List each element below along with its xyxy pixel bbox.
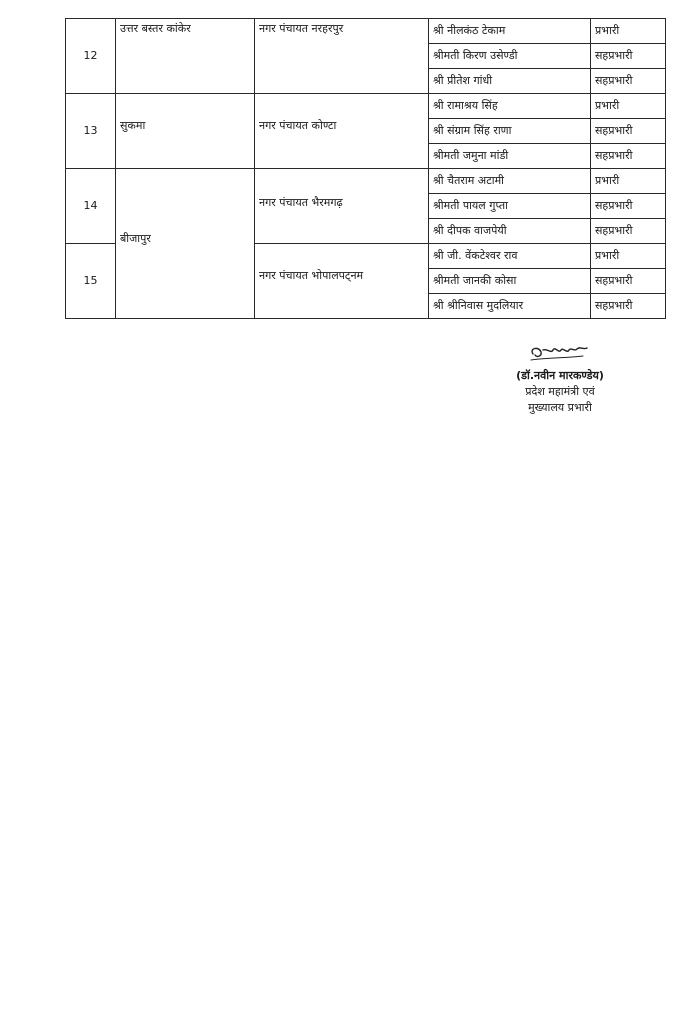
member-name: श्री चैतराम अटामी — [429, 169, 591, 194]
member-role: सहप्रभारी — [591, 144, 666, 169]
member-role: प्रभारी — [591, 94, 666, 119]
signatory-designation: प्रदेश महामंत्री एवं — [525, 384, 595, 398]
signatory-office: मुख्यालय प्रभारी — [528, 400, 592, 414]
local-body-name: नगर पंचायत कोण्टा — [255, 94, 429, 169]
member-role: सहप्रभारी — [591, 69, 666, 94]
member-name: श्री दीपक वाजपेयी — [429, 219, 591, 244]
member-name: श्री प्रीतेश गांधी — [429, 69, 591, 94]
table-row — [66, 94, 666, 119]
handwritten-signature — [525, 340, 595, 366]
district-name: उत्तर बस्तर कांकेर — [116, 19, 255, 94]
member-name: श्रीमती जानकी कोसा — [429, 269, 591, 294]
signature-block — [470, 340, 650, 416]
member-role: प्रभारी — [591, 169, 666, 194]
member-role: प्रभारी — [591, 244, 666, 269]
member-name: श्री संग्राम सिंह राणा — [429, 119, 591, 144]
member-name: श्रीमती जमुना मांडी — [429, 144, 591, 169]
member-role: सहप्रभारी — [591, 194, 666, 219]
member-role: सहप्रभारी — [591, 219, 666, 244]
member-name: श्रीमती पायल गुप्ता — [429, 194, 591, 219]
table-row — [66, 19, 666, 44]
member-name: श्री जी. वेंकटेश्वर राव — [429, 244, 591, 269]
table-row — [66, 169, 666, 194]
signatory-name: (डॉ.नवीन मारकण्डेय) — [516, 369, 604, 382]
member-name: श्रीमती किरण उसेण्डी — [429, 44, 591, 69]
member-name: श्री नीलकंठ टेकाम — [429, 19, 591, 44]
member-role: सहप्रभारी — [591, 294, 666, 319]
district-name: बीजापुर — [116, 169, 255, 319]
member-role: प्रभारी — [591, 19, 666, 44]
member-role: सहप्रभारी — [591, 269, 666, 294]
local-body-name: नगर पंचायत भोपालपट्नम — [255, 244, 429, 319]
member-name: श्री रामाश्रय सिंह — [429, 94, 591, 119]
member-role: सहप्रभारी — [591, 119, 666, 144]
local-body-name: नगर पंचायत भैरमगढ़ — [255, 169, 429, 244]
serial-number: 13 — [66, 94, 116, 169]
local-body-name: नगर पंचायत नरहरपुर — [255, 19, 429, 94]
assignment-table — [65, 18, 666, 319]
district-name: सुकमा — [116, 94, 255, 169]
serial-number: 15 — [66, 244, 116, 319]
serial-number: 14 — [66, 169, 116, 244]
member-role: सहप्रभारी — [591, 44, 666, 69]
serial-number: 12 — [66, 19, 116, 94]
member-name: श्री श्रीनिवास मुदलियार — [429, 294, 591, 319]
